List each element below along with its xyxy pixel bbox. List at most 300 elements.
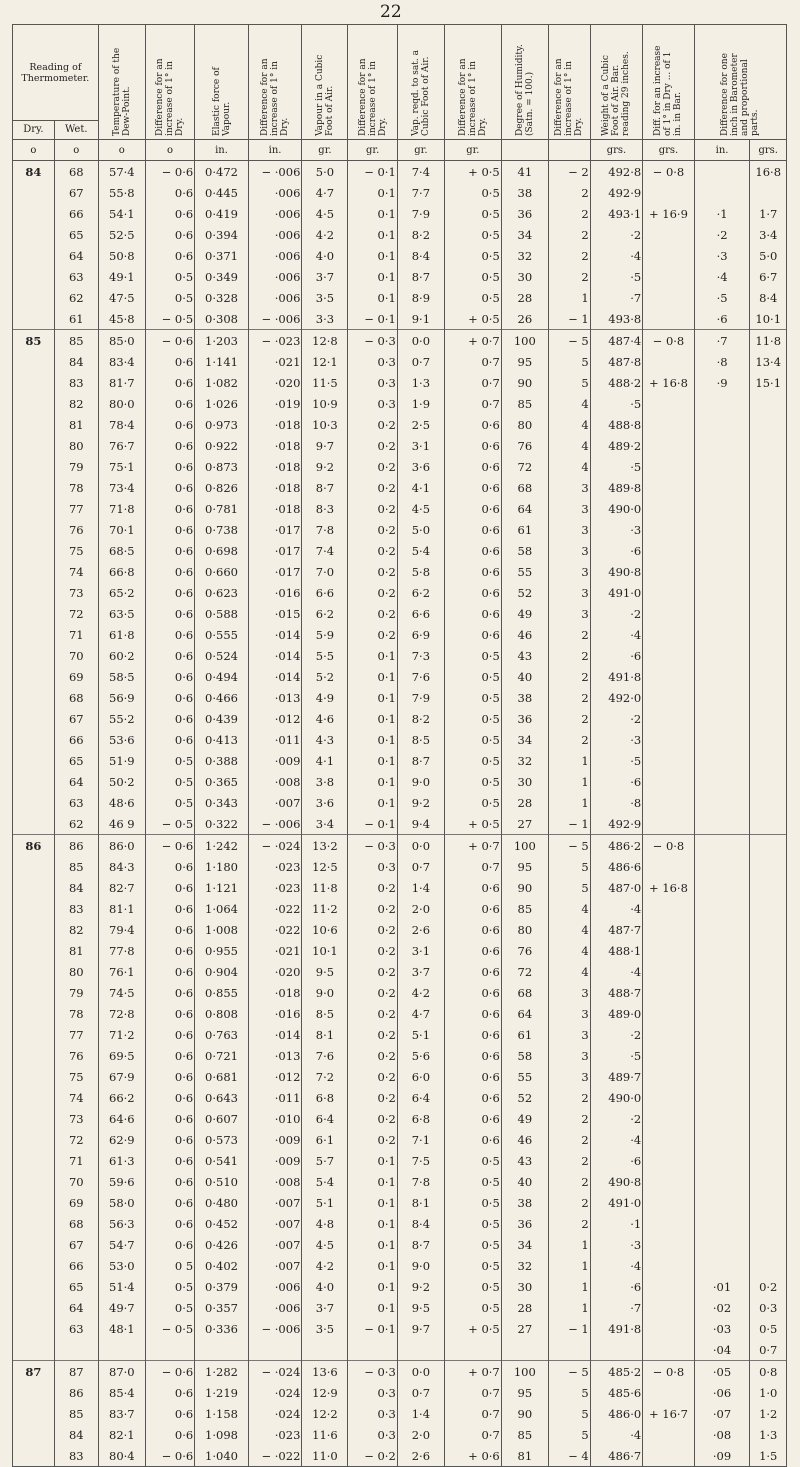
diff-elastic-cell: ·018 <box>248 414 302 435</box>
diff-increase-cell <box>643 982 694 1003</box>
prop-inch-cell <box>694 877 750 898</box>
diff-saturation-cell: 0·6 <box>444 877 501 898</box>
table-row <box>13 1045 787 1066</box>
vapour-cell: 9·0 <box>302 982 348 1003</box>
diff-increase-cell <box>643 1424 694 1445</box>
diff-saturation-cell: 0·6 <box>444 561 501 582</box>
diff-vapour-cell: − 0·3 <box>348 1361 397 1383</box>
diff-saturation-cell: 0·5 <box>444 182 501 203</box>
elastic-force-cell: 0·681 <box>195 1066 249 1087</box>
table-row <box>13 877 787 898</box>
diff-humidity-cell: 2 <box>548 1213 590 1234</box>
diff-saturation-cell: 0·5 <box>444 266 501 287</box>
header-vap-to-saturate: Vap. reqd. to sat. a Cubic Foot of Air. <box>410 50 431 136</box>
diff-humidity-cell: 2 <box>548 708 590 729</box>
dew-point-cell: 72·8 <box>98 1003 145 1024</box>
humidity-cell: 68 <box>501 477 548 498</box>
diff-saturation-cell: 0·5 <box>444 1234 501 1255</box>
diff-dew-cell: 0·5 <box>145 1276 194 1297</box>
diff-vapour-cell: 0·3 <box>348 372 397 393</box>
diff-vapour-cell: 0·2 <box>348 1024 397 1045</box>
saturation-cell: 2·5 <box>397 414 444 435</box>
header-elastic-force: Elastic force of Vapour. <box>211 67 232 136</box>
prop-inch-cell: ·2 <box>694 224 750 245</box>
diff-humidity-cell: 2 <box>548 1087 590 1108</box>
diff-humidity-cell: − 2 <box>548 161 590 183</box>
diff-vapour-cell: 0·2 <box>348 1003 397 1024</box>
dry-bulb-cell <box>13 1087 55 1108</box>
saturation-cell: 9·7 <box>397 1318 444 1339</box>
prop-grains-cell <box>750 1192 787 1213</box>
vapour-cell: 13·6 <box>302 1361 348 1383</box>
diff-elastic-cell: ·022 <box>248 898 302 919</box>
diff-increase-cell: − 0·8 <box>643 1361 694 1383</box>
vapour-cell: 6·2 <box>302 603 348 624</box>
dew-point-cell: 84·3 <box>98 856 145 877</box>
vapour-cell: 11·5 <box>302 372 348 393</box>
table-row <box>13 856 787 877</box>
diff-dew-cell: 0·6 <box>145 224 194 245</box>
diff-dew-cell: 0·6 <box>145 351 194 372</box>
humidity-cell: 61 <box>501 519 548 540</box>
weight-cell: ·6 <box>590 540 643 561</box>
diff-humidity-cell: 2 <box>548 687 590 708</box>
elastic-force-cell: 0·922 <box>195 435 249 456</box>
diff-humidity-cell: 2 <box>548 182 590 203</box>
humidity-cell: 43 <box>501 645 548 666</box>
prop-grains-cell: 1·2 <box>750 1403 787 1424</box>
elastic-force-cell: 0·607 <box>195 1108 249 1129</box>
dry-bulb-cell <box>13 1192 55 1213</box>
saturation-cell: 7·9 <box>397 203 444 224</box>
humidity-cell: 38 <box>501 687 548 708</box>
dew-point-cell: 53·0 <box>98 1255 145 1276</box>
wet-bulb-cell: 74 <box>54 1087 98 1108</box>
saturation-cell: 1·9 <box>397 393 444 414</box>
prop-grains-cell <box>750 414 787 435</box>
prop-inch-cell <box>694 561 750 582</box>
saturation-cell: 9·1 <box>397 308 444 330</box>
saturation-cell: 5·4 <box>397 540 444 561</box>
saturation-cell: 5·0 <box>397 519 444 540</box>
vapour-cell: 11·2 <box>302 898 348 919</box>
wet-bulb-cell: 68 <box>54 687 98 708</box>
diff-elastic-cell <box>248 1339 302 1361</box>
humidity-cell: 40 <box>501 666 548 687</box>
elastic-force-cell: 0·357 <box>195 1297 249 1318</box>
saturation-cell: 6·8 <box>397 1108 444 1129</box>
elastic-force-cell: 0·439 <box>195 708 249 729</box>
dew-point-cell: 58·0 <box>98 1192 145 1213</box>
diff-saturation-cell: 0·7 <box>444 351 501 372</box>
humidity-cell: 81 <box>501 1445 548 1467</box>
weight-cell: ·2 <box>590 708 643 729</box>
diff-dew-cell: 0·6 <box>145 1234 194 1255</box>
saturation-cell: 8·1 <box>397 1192 444 1213</box>
diff-elastic-cell: ·023 <box>248 877 302 898</box>
wet-bulb-cell: 68 <box>54 1213 98 1234</box>
diff-increase-cell <box>643 1003 694 1024</box>
diff-saturation-cell: 0·6 <box>444 603 501 624</box>
diff-elastic-cell: ·007 <box>248 1255 302 1276</box>
diff-saturation-cell: 0·6 <box>444 414 501 435</box>
humidity-cell: 76 <box>501 435 548 456</box>
prop-grains-cell: 1·7 <box>750 203 787 224</box>
diff-vapour-cell: − 0·1 <box>348 308 397 330</box>
diff-dew-cell: 0·6 <box>145 435 194 456</box>
diff-saturation-cell: 0·5 <box>444 1297 501 1318</box>
weight-cell: 488·8 <box>590 414 643 435</box>
saturation-cell: 6·0 <box>397 1066 444 1087</box>
prop-inch-cell <box>694 1192 750 1213</box>
diff-humidity-cell: 4 <box>548 414 590 435</box>
vapour-cell: 3·3 <box>302 308 348 330</box>
diff-elastic-cell: ·024 <box>248 1382 302 1403</box>
table-row <box>13 540 787 561</box>
dew-point-cell: 66·2 <box>98 1087 145 1108</box>
diff-dew-cell: 0·6 <box>145 1024 194 1045</box>
prop-grains-cell <box>750 1003 787 1024</box>
diff-vapour-cell: − 0·2 <box>348 1445 397 1467</box>
diff-increase-cell <box>643 1192 694 1213</box>
saturation-cell: 6·9 <box>397 624 444 645</box>
vapour-cell: 12·2 <box>302 1403 348 1424</box>
diff-humidity-cell: 1 <box>548 750 590 771</box>
table-row <box>13 1150 787 1171</box>
saturation-cell: 8·2 <box>397 224 444 245</box>
prop-inch-cell <box>694 708 750 729</box>
wet-bulb-cell: 86 <box>54 1382 98 1403</box>
dew-point-cell: 57·4 <box>98 161 145 183</box>
prop-inch-cell: ·1 <box>694 203 750 224</box>
diff-dew-cell: 0·6 <box>145 940 194 961</box>
saturation-cell: 8·4 <box>397 1213 444 1234</box>
prop-inch-cell: ·7 <box>694 330 750 352</box>
elastic-force-cell: 0·721 <box>195 1045 249 1066</box>
prop-grains-cell <box>750 519 787 540</box>
saturation-cell: 0·0 <box>397 1361 444 1383</box>
units-row <box>13 140 787 161</box>
diff-saturation-cell: 0·6 <box>444 582 501 603</box>
diff-increase-cell <box>643 919 694 940</box>
diff-elastic-cell: ·013 <box>248 687 302 708</box>
diff-vapour-cell: 0·1 <box>348 750 397 771</box>
vapour-cell: 5·4 <box>302 1171 348 1192</box>
diff-vapour-cell: 0·1 <box>348 182 397 203</box>
dry-bulb-cell <box>13 771 55 792</box>
diff-saturation-cell <box>444 1339 501 1361</box>
diff-increase-cell <box>643 813 694 835</box>
wet-bulb-cell: 61 <box>54 308 98 330</box>
weight-cell: ·3 <box>590 519 643 540</box>
unit-weight: grs. <box>590 140 643 161</box>
wet-bulb-cell: 65 <box>54 1276 98 1297</box>
prop-inch-cell <box>694 603 750 624</box>
diff-humidity-cell: 2 <box>548 224 590 245</box>
diff-humidity-cell: 2 <box>548 624 590 645</box>
diff-saturation-cell: 0·7 <box>444 1424 501 1445</box>
diff-vapour-cell: 0·1 <box>348 224 397 245</box>
humidity-cell: 85 <box>501 393 548 414</box>
elastic-force-cell: 1·026 <box>195 393 249 414</box>
humidity-cell: 52 <box>501 1087 548 1108</box>
table-row <box>13 624 787 645</box>
diff-increase-cell <box>643 1171 694 1192</box>
diff-saturation-cell: + 0·5 <box>444 308 501 330</box>
humidity-cell: 30 <box>501 771 548 792</box>
weight-cell: ·3 <box>590 729 643 750</box>
table-body <box>13 140 787 1467</box>
humidity-cell <box>501 1339 548 1361</box>
humidity-cell: 80 <box>501 414 548 435</box>
vapour-cell: 4·0 <box>302 245 348 266</box>
dry-bulb-cell <box>13 624 55 645</box>
unit-diff-elastic: in. <box>248 140 302 161</box>
elastic-force-cell: 1·158 <box>195 1403 249 1424</box>
diff-increase-cell <box>643 1445 694 1467</box>
saturation-cell: 6·4 <box>397 1087 444 1108</box>
table-row <box>13 1108 787 1129</box>
prop-grains-cell <box>750 666 787 687</box>
wet-bulb-cell: 84 <box>54 877 98 898</box>
humidity-cell: 100 <box>501 1361 548 1383</box>
weight-cell: ·4 <box>590 898 643 919</box>
diff-elastic-cell: − ·024 <box>248 835 302 857</box>
prop-grains-cell <box>750 1171 787 1192</box>
diff-increase-cell <box>643 729 694 750</box>
diff-dew-cell: 0·5 <box>145 750 194 771</box>
vapour-cell: 5·2 <box>302 666 348 687</box>
dew-point-cell: 74·5 <box>98 982 145 1003</box>
diff-saturation-cell: 0·6 <box>444 940 501 961</box>
diff-humidity-cell: 2 <box>548 1171 590 1192</box>
diff-dew-cell: 0·6 <box>145 603 194 624</box>
table-row <box>13 1213 787 1234</box>
diff-humidity-cell: 1 <box>548 287 590 308</box>
elastic-force-cell: 0·855 <box>195 982 249 1003</box>
weight-cell: ·7 <box>590 287 643 308</box>
diff-saturation-cell: 0·6 <box>444 1003 501 1024</box>
elastic-force-cell: 0·973 <box>195 414 249 435</box>
diff-elastic-cell: ·006 <box>248 287 302 308</box>
saturation-cell: 7·5 <box>397 1150 444 1171</box>
diff-increase-cell <box>643 1276 694 1297</box>
dew-point-cell: 69·5 <box>98 1045 145 1066</box>
wet-bulb-cell: 84 <box>54 1424 98 1445</box>
diff-dew-cell: 0·6 <box>145 898 194 919</box>
elastic-force-cell: 0·328 <box>195 287 249 308</box>
prop-inch-cell: ·03 <box>694 1318 750 1339</box>
diff-elastic-cell: − ·024 <box>248 1361 302 1383</box>
prop-grains-cell <box>750 624 787 645</box>
vapour-cell: 5·0 <box>302 161 348 183</box>
diff-vapour-cell: 0·1 <box>348 729 397 750</box>
prop-grains-cell: 1·3 <box>750 1424 787 1445</box>
header-reading: Reading of Thermometer. <box>13 25 99 121</box>
table-row <box>13 1003 787 1024</box>
diff-elastic-cell: ·015 <box>248 603 302 624</box>
table-row <box>13 456 787 477</box>
prop-grains-cell <box>750 603 787 624</box>
dry-bulb-cell <box>13 750 55 771</box>
diff-elastic-cell: − ·006 <box>248 813 302 835</box>
dew-point-cell: 60·2 <box>98 645 145 666</box>
diff-elastic-cell: ·018 <box>248 435 302 456</box>
dew-point-cell: 55·2 <box>98 708 145 729</box>
humidity-cell: 85 <box>501 898 548 919</box>
diff-vapour-cell: 0·3 <box>348 1424 397 1445</box>
saturation-cell: 8·2 <box>397 708 444 729</box>
diff-vapour-cell: 0·1 <box>348 1171 397 1192</box>
table-row <box>13 224 787 245</box>
diff-vapour-cell: 0·2 <box>348 1108 397 1129</box>
humidity-cell: 32 <box>501 1255 548 1276</box>
table-row <box>13 666 787 687</box>
dry-bulb-cell <box>13 287 55 308</box>
unit-wet: o <box>54 140 98 161</box>
diff-dew-cell: 0·6 <box>145 1192 194 1213</box>
wet-bulb-cell: 77 <box>54 1024 98 1045</box>
diff-humidity-cell: 3 <box>548 519 590 540</box>
prop-grains-cell <box>750 687 787 708</box>
vapour-cell: 7·0 <box>302 561 348 582</box>
diff-elastic-cell: ·018 <box>248 456 302 477</box>
saturation-cell: 0·7 <box>397 351 444 372</box>
dew-point-cell: 58·5 <box>98 666 145 687</box>
dry-bulb-cell <box>13 1297 55 1318</box>
prop-inch-cell: ·6 <box>694 308 750 330</box>
diff-saturation-cell: 0·6 <box>444 1066 501 1087</box>
table-row <box>13 1297 787 1318</box>
dew-point-cell: 48·6 <box>98 792 145 813</box>
dry-bulb-cell <box>13 1066 55 1087</box>
diff-dew-cell: 0·6 <box>145 393 194 414</box>
dry-bulb-cell <box>13 456 55 477</box>
dry-bulb-cell <box>13 982 55 1003</box>
weight-cell: ·5 <box>590 1045 643 1066</box>
diff-increase-cell <box>643 1339 694 1361</box>
wet-bulb-cell: 66 <box>54 1255 98 1276</box>
prop-inch-cell <box>694 645 750 666</box>
prop-inch-cell <box>694 940 750 961</box>
humidity-cell: 52 <box>501 582 548 603</box>
wet-bulb-cell: 64 <box>54 245 98 266</box>
elastic-force-cell: 0·555 <box>195 624 249 645</box>
diff-dew-cell: 0·6 <box>145 1129 194 1150</box>
prop-inch-cell <box>694 729 750 750</box>
diff-humidity-cell: 3 <box>548 582 590 603</box>
diff-dew-cell: 0·6 <box>145 1066 194 1087</box>
diff-humidity-cell: 2 <box>548 1150 590 1171</box>
dry-bulb-cell <box>13 645 55 666</box>
diff-vapour-cell: 0·3 <box>348 1382 397 1403</box>
wet-bulb-cell: 64 <box>54 771 98 792</box>
diff-vapour-cell: 0·1 <box>348 1276 397 1297</box>
weight-cell: 489·7 <box>590 1066 643 1087</box>
elastic-force-cell: 1·203 <box>195 330 249 352</box>
diff-vapour-cell: 0·1 <box>348 708 397 729</box>
diff-vapour-cell: 0·2 <box>348 456 397 477</box>
prop-inch-cell <box>694 435 750 456</box>
elastic-force-cell: 0·480 <box>195 1192 249 1213</box>
diff-saturation-cell: + 0·6 <box>444 1445 501 1467</box>
diff-dew-cell: 0·6 <box>145 1108 194 1129</box>
dew-point-cell: 50·2 <box>98 771 145 792</box>
diff-dew-cell: − 0·6 <box>145 835 194 857</box>
diff-saturation-cell: 0·7 <box>444 856 501 877</box>
diff-humidity-cell: 3 <box>548 540 590 561</box>
diff-humidity-cell: 3 <box>548 498 590 519</box>
weight-cell: ·5 <box>590 750 643 771</box>
dry-bulb-cell <box>13 414 55 435</box>
prop-inch-cell <box>694 1255 750 1276</box>
weight-cell: 489·8 <box>590 477 643 498</box>
diff-vapour-cell: 0·1 <box>348 1192 397 1213</box>
diff-saturation-cell: 0·6 <box>444 1108 501 1129</box>
table-row <box>13 561 787 582</box>
vapour-cell: 8·7 <box>302 477 348 498</box>
dry-bulb-cell <box>13 792 55 813</box>
vapour-cell: 5·5 <box>302 645 348 666</box>
wet-bulb-cell: 80 <box>54 961 98 982</box>
diff-vapour-cell: 0·3 <box>348 856 397 877</box>
diff-increase-cell <box>643 456 694 477</box>
diff-dew-cell: − 0·6 <box>145 1445 194 1467</box>
dew-point-cell: 77·8 <box>98 940 145 961</box>
diff-saturation-cell: 0·5 <box>444 1276 501 1297</box>
dry-bulb-cell <box>13 561 55 582</box>
diff-elastic-cell: ·006 <box>248 1297 302 1318</box>
wet-bulb-cell: 81 <box>54 940 98 961</box>
saturation-cell: 7·4 <box>397 161 444 183</box>
unit-vapour: gr. <box>302 140 348 161</box>
diff-vapour-cell: 0·1 <box>348 1255 397 1276</box>
vapour-cell: 12·5 <box>302 856 348 877</box>
saturation-cell: 7·3 <box>397 645 444 666</box>
prop-inch-cell: ·5 <box>694 287 750 308</box>
prop-inch-cell <box>694 792 750 813</box>
diff-humidity-cell: − 4 <box>548 1445 590 1467</box>
prop-grains-cell <box>750 1087 787 1108</box>
dry-bulb-cell <box>13 1445 55 1467</box>
diff-increase-cell: + 16·9 <box>643 203 694 224</box>
diff-dew-cell: − 0·5 <box>145 308 194 330</box>
weight-cell: 492·9 <box>590 182 643 203</box>
diff-humidity-cell: 1 <box>548 792 590 813</box>
saturation-cell: 8·7 <box>397 750 444 771</box>
dew-point-cell: 54·7 <box>98 1234 145 1255</box>
table-row <box>13 645 787 666</box>
table-row <box>13 729 787 750</box>
humidity-cell: 85 <box>501 1424 548 1445</box>
vapour-cell: 5·1 <box>302 1192 348 1213</box>
header-wet: Wet. <box>54 121 98 140</box>
diff-increase-cell <box>643 182 694 203</box>
header-weight-cubic-foot: Weight of a Cubic Foot of Air. Bar. reading 29 inches. <box>601 51 632 136</box>
humidity-cell: 72 <box>501 961 548 982</box>
diff-vapour-cell: 0·2 <box>348 961 397 982</box>
diff-elastic-cell: ·020 <box>248 961 302 982</box>
prop-inch-cell <box>694 498 750 519</box>
prop-inch-cell <box>694 624 750 645</box>
humidity-cell: 28 <box>501 792 548 813</box>
diff-elastic-cell: ·007 <box>248 1192 302 1213</box>
diff-saturation-cell: 0·5 <box>444 1192 501 1213</box>
prop-inch-cell: ·8 <box>694 351 750 372</box>
dry-bulb-cell <box>13 182 55 203</box>
diff-vapour-cell: 0·2 <box>348 624 397 645</box>
dew-point-cell: 82·7 <box>98 877 145 898</box>
